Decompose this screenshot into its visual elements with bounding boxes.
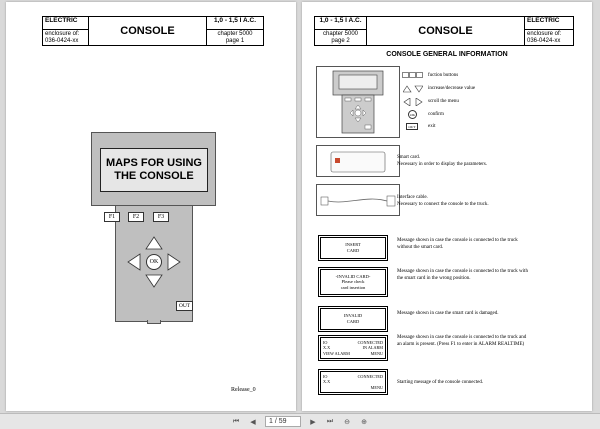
cable-icon bbox=[317, 185, 401, 217]
version-label: X.X bbox=[323, 345, 331, 351]
message-insert-card bbox=[318, 235, 388, 261]
smart-card-title: Smart card. bbox=[397, 155, 421, 160]
header-chapter: chapter 5000 bbox=[322, 31, 359, 38]
header-model: 1,0 - 1,5 I A.C. bbox=[315, 17, 366, 30]
menu-label: MENU bbox=[370, 350, 383, 356]
page-header bbox=[314, 16, 574, 46]
arrow-left-icon bbox=[127, 253, 141, 271]
viewer-toolbar bbox=[0, 413, 600, 429]
zoom-in-icon[interactable]: ⊕ bbox=[361, 418, 367, 426]
console-illustration bbox=[91, 132, 216, 322]
header-model: 1,0 - 1,5 I A.C. bbox=[207, 17, 263, 30]
prev-page-icon[interactable]: ◀ bbox=[250, 418, 256, 426]
legend-exit: exit bbox=[428, 124, 436, 129]
header-chapter: chapter 5000 bbox=[217, 31, 253, 38]
smart-card-desc: Necessary in order to display the parameters. bbox=[397, 161, 488, 167]
f2-key: F2 bbox=[128, 212, 144, 222]
header-electric: ELECTRIC bbox=[525, 17, 573, 30]
interface-cable-image bbox=[316, 184, 400, 216]
console-overview-image bbox=[316, 66, 400, 138]
header-page: page 1 bbox=[225, 37, 245, 44]
arrow-right-icon bbox=[167, 253, 181, 271]
view-alarm-label: VIEW ALARM bbox=[323, 350, 350, 356]
cable-desc: Necessary to connect the console to the truck. bbox=[397, 201, 489, 207]
ok-button-illustration: OK bbox=[146, 254, 162, 270]
header-title: CONSOLE bbox=[367, 17, 525, 45]
connected-label: CONNECTED bbox=[357, 374, 383, 379]
header-title: CONSOLE bbox=[89, 17, 207, 45]
message-line: INVALID bbox=[343, 313, 363, 319]
screen-line-1: MAPS FOR USING bbox=[106, 156, 202, 169]
message-line: CARD bbox=[346, 319, 360, 324]
message-invalid-card-position bbox=[318, 267, 388, 297]
release-label: Release_0 bbox=[231, 387, 256, 393]
message-invalid-card bbox=[318, 306, 388, 332]
legend-scroll: scroll the menu bbox=[428, 99, 459, 104]
connected-label: CONNECTED bbox=[357, 340, 383, 345]
header-page: page 2 bbox=[331, 37, 350, 44]
console-screen bbox=[100, 148, 208, 192]
message-line: -INVALID CARD- bbox=[335, 273, 371, 279]
page-header bbox=[42, 16, 264, 46]
message-connected-alarm bbox=[318, 335, 388, 361]
legend-increase: increase/decrease value bbox=[428, 86, 476, 91]
io-label: IO bbox=[323, 374, 328, 379]
message-desc: Message shown in case the console is connected to the truck with the smart card in the wrong position. bbox=[397, 269, 528, 281]
version-label: X.X bbox=[323, 379, 331, 385]
message-desc: Starting message of the console connected. bbox=[397, 380, 484, 385]
arrow-up-icon bbox=[145, 236, 163, 250]
message-desc: Message shown in case the console is connected to the truck and an alarm is present. (Press F1 to enter in ALARM REALTIME) bbox=[397, 335, 527, 347]
legend-function-buttons: fuction buttons bbox=[428, 73, 459, 78]
last-page-icon[interactable]: ⏭ bbox=[326, 417, 334, 425]
message-line: CARD bbox=[346, 248, 360, 253]
ok-circle-icon: OK bbox=[408, 110, 417, 119]
header-enclosure: enclosure of: bbox=[527, 31, 562, 38]
legend-confirm: confirm bbox=[428, 112, 444, 117]
message-line: INSERT bbox=[345, 242, 361, 248]
section-title: CONSOLE GENERAL INFORMATION bbox=[386, 51, 508, 58]
document-page-1 bbox=[6, 2, 296, 411]
header-electric: ELECTRIC bbox=[43, 17, 88, 30]
io-label: IO bbox=[323, 340, 328, 345]
page-number-input[interactable]: 1 / 59 bbox=[265, 416, 301, 427]
message-line: card insertion bbox=[340, 284, 366, 290]
in-alarm-label: IN ALARM bbox=[362, 345, 383, 351]
up-down-arrows-icon bbox=[403, 85, 423, 93]
out-button-illustration: OUT bbox=[176, 301, 193, 311]
document-page-2 bbox=[302, 2, 592, 411]
smart-card-image bbox=[316, 145, 400, 177]
f3-key: F3 bbox=[153, 212, 169, 222]
smart-card-icon bbox=[317, 146, 401, 178]
message-line: Please check bbox=[341, 279, 365, 285]
zoom-out-icon[interactable]: ⊖ bbox=[344, 418, 350, 426]
screen-line-2: THE CONSOLE bbox=[114, 170, 194, 182]
header-doc-code: 036-0424-xx bbox=[527, 37, 561, 44]
arrow-down-icon bbox=[145, 274, 163, 288]
message-desc: Message shown in case the console is connected to the truck without the smart card. bbox=[397, 238, 518, 250]
function-buttons-icon bbox=[402, 72, 424, 79]
console-small-icon bbox=[317, 67, 401, 139]
left-right-arrows-icon bbox=[403, 98, 423, 106]
menu-label: MENU bbox=[370, 384, 383, 390]
message-desc: Message shown in case the smart card is damaged. bbox=[397, 311, 499, 316]
header-doc-code: 036-0424-xx bbox=[45, 37, 79, 44]
message-connected bbox=[318, 369, 388, 395]
next-page-icon[interactable]: ▶ bbox=[310, 418, 316, 426]
out-box-icon: OUT bbox=[406, 123, 418, 130]
first-page-icon[interactable]: ⏮ bbox=[232, 417, 240, 425]
f1-key: F1 bbox=[104, 212, 120, 222]
header-enclosure: enclosure of: bbox=[45, 31, 80, 38]
cable-title: Interface cable. bbox=[397, 195, 428, 200]
